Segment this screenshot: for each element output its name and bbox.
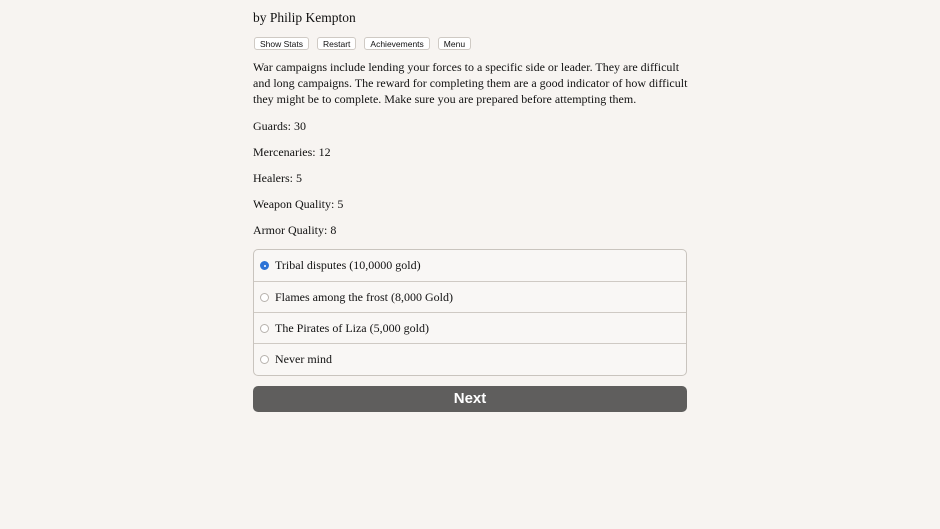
- choice-label: Never mind: [275, 351, 332, 366]
- author-byline: by Philip Kempton: [253, 10, 356, 25]
- stat-weapon-quality: Weapon Quality: 5: [253, 197, 344, 211]
- choice-list: [253, 249, 687, 376]
- stat-mercenaries: Mercenaries: 12: [253, 145, 331, 159]
- show-stats-button[interactable]: Show Stats: [254, 37, 309, 50]
- stat-healers: Healers: 5: [253, 171, 302, 185]
- stat-armor-quality: Armor Quality: 8: [253, 223, 337, 237]
- toolbar: [254, 37, 471, 50]
- choice-option[interactable]: [254, 343, 686, 374]
- radio-button-icon[interactable]: [260, 261, 269, 270]
- choice-option[interactable]: [254, 250, 686, 281]
- choice-option[interactable]: [254, 312, 686, 343]
- radio-button-icon[interactable]: [260, 293, 269, 302]
- choice-label: Tribal disputes (10,0000 gold): [275, 258, 421, 272]
- campaign-description: War campaigns include lending your forces to a specific side or leader. They are difficult and long campaigns. The reward for completing them are a good indicator of how difficult they might be to complete. Make sure you are prepared before attempting them.: [253, 60, 688, 106]
- achievements-button[interactable]: Achievements: [364, 37, 429, 50]
- choice-label: The Pirates of Liza (5,000 gold): [275, 320, 429, 335]
- stat-guards: Guards: 30: [253, 119, 306, 133]
- choice-option[interactable]: [254, 281, 686, 312]
- next-button[interactable]: Next: [253, 386, 687, 412]
- radio-button-icon[interactable]: [260, 355, 269, 364]
- restart-button[interactable]: Restart: [317, 37, 356, 50]
- menu-button[interactable]: Menu: [438, 37, 471, 50]
- choice-label: Flames among the frost (8,000 Gold): [275, 289, 453, 304]
- radio-button-icon[interactable]: [260, 324, 269, 333]
